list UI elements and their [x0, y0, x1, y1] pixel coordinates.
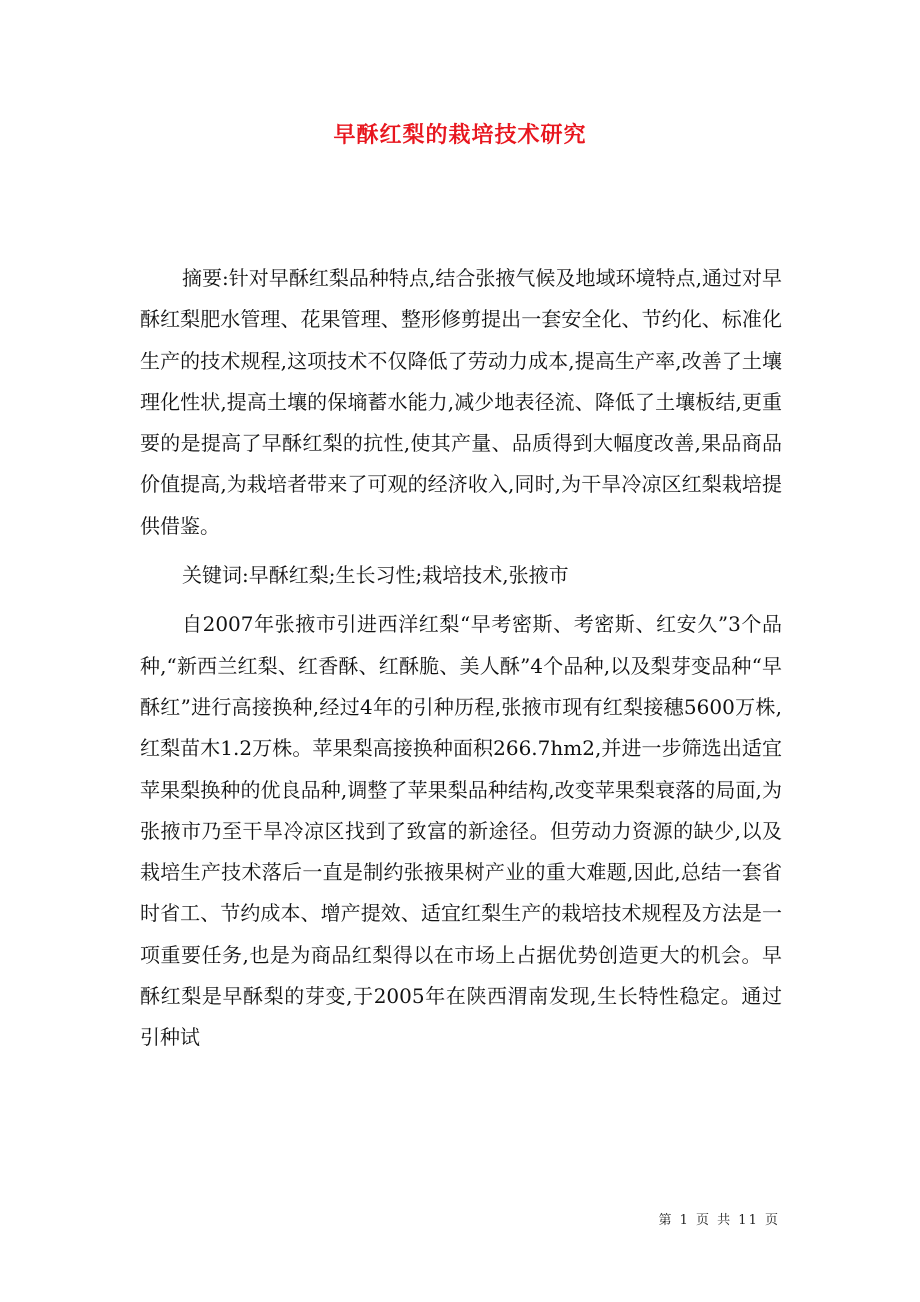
footer-page-number: 1 — [679, 1213, 690, 1228]
document-body — [140, 258, 782, 1067]
abstract-paragraph: 摘要:针对早酥红梨品种特点,结合张掖气候及地域环境特点,通过对早酥红梨肥水管理、花果管理、整形修剪提出一套安全化、节约化、标准化生产的技术规程,这项技术不仅降低了劳动力成本,提高生产率,改善了土壤理化性状,提高土壤的保墒蓄水能力,减少地表径流、降低了土壤板结,更重要的是提高了早酥红梨的抗性,使其产量、品质得到大幅度改善,果品商品价值提高,为栽培者带来了可观的经济收入,同时,为干旱冷凉区红梨栽培提供借鉴。 — [140, 266, 782, 538]
footer-total-pages: 11 — [738, 1213, 759, 1228]
footer-prefix: 第 — [658, 1213, 674, 1228]
keywords-paragraph: 关键词:早酥红梨;生长习性;栽培技术,张掖市 — [182, 563, 569, 588]
footer-suffix: 页 — [764, 1213, 780, 1228]
document-title: 早酥红梨的栽培技术研究 — [333, 122, 587, 148]
page-footer — [658, 1209, 780, 1228]
intro-paragraph: 自2007年张掖市引进西洋红梨“早考密斯、考密斯、红安久”3个品种,“新西兰红梨、红香酥、红酥脆、美人酥”4个品种,以及梨芽变品种“早酥红”进行高接换种,经过4年的引种历程,张掖市现有红梨接穗5600万株,红梨苗木1.2万株。苹果梨高接换种面积266.7hm2,并进一步筛选出适宜苹果梨换种的优良品种,调整了苹果梨品种结构,改变苹果梨衰落的局面,为张掖市乃至干旱冷凉区找到了致富的新途径。但劳动力资源的缺少,以及栽培生产技术落后一直是制约张掖果树产业的重大难题,因此,总结一套省时省工、节约成本、增产提效、适宜红梨生产的栽培技术规程及方法是一项重要任务,也是为商品红梨得以在市场上占据优势创造更大的机会。早酥红梨是早酥梨的芽变,于2005年在陕西渭南发现,生长特性稳定。通过引种试 — [140, 612, 782, 1050]
footer-middle: 页 共 — [696, 1213, 733, 1228]
